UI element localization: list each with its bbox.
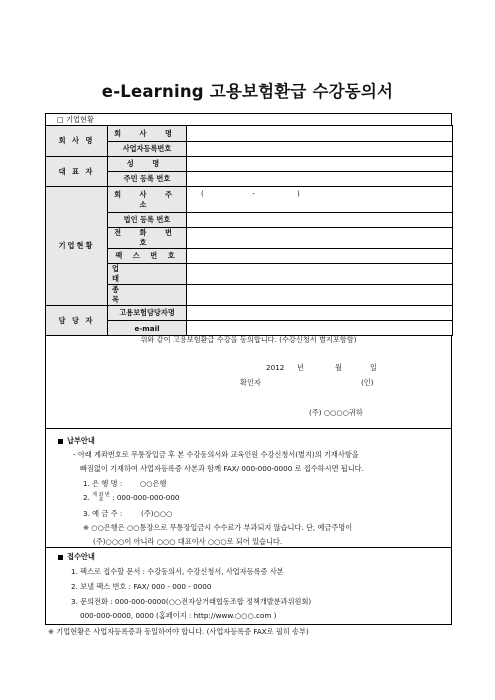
group-company-status: 기업현황 xyxy=(46,187,108,306)
payment-line-2: 빠짐없이 기재하여 사업자등록증 사본과 함께 FAX/ 000-000-0000 로 접수하시면 됩니다. xyxy=(80,464,364,473)
payment-heading-text: 납부안내 xyxy=(67,436,95,445)
receipt-item-3-cont: 000-000-0000, 0000 (홈페이지 : http://www.○○○.com ) xyxy=(80,611,277,620)
account-label-bottom: 호 xyxy=(98,497,104,503)
company-address-field[interactable] xyxy=(187,187,453,213)
holder-label: 3. 예 금 주 : xyxy=(83,509,123,518)
group-representative: 대 표 자 xyxy=(46,157,108,187)
group-manager: 담 당 자 xyxy=(46,306,108,336)
label-business-reg-no: 사업자등록번호 xyxy=(108,142,187,157)
business-reg-no-field[interactable] xyxy=(187,142,453,157)
label-fax: 팩 스 번 호 xyxy=(108,249,187,264)
receipt-heading-text: 접수안내 xyxy=(67,552,95,561)
company-name-field[interactable] xyxy=(187,126,453,142)
confirmer-label: 확인자 xyxy=(240,378,261,387)
addressee: (주) ○○○○귀하 xyxy=(309,408,363,417)
payment-note-1: ※ ○○은행은 ○○통장으로 무통장입금시 수수료가 부과되지 않습니다. 단, 예금주명이 xyxy=(83,523,353,532)
receipt-heading xyxy=(58,552,95,562)
payment-line-1: - 아래 계좌번호로 무통장입금 후 본 수강동의서와 교육인원 수강신청서(별지)의 기재사항을 xyxy=(73,450,359,459)
account-label xyxy=(83,493,180,503)
fax-field[interactable] xyxy=(187,249,453,264)
consent-month-unit: 월 xyxy=(335,363,342,372)
label-resident-reg-no: 주민 등록 번호 xyxy=(108,172,187,187)
receipt-item-1: 1. 팩스로 접수할 문서 : 수강동의서, 수강신청서, 사업자등록증 사본 xyxy=(71,567,284,576)
resident-reg-no-field[interactable] xyxy=(187,172,453,187)
group-company: 회 사 명 xyxy=(46,126,108,157)
phone-field[interactable] xyxy=(187,228,453,249)
label-company-name: 회 사 명 xyxy=(108,126,187,142)
business-item-field[interactable] xyxy=(187,285,453,306)
address-close-paren: ) xyxy=(297,189,300,198)
business-type-field[interactable] xyxy=(187,264,453,285)
rep-name-field[interactable] xyxy=(187,157,453,172)
consent-year-unit: 년 xyxy=(297,363,304,372)
receipt-item-3: 3. 문의전화 : 000-000-0000(○○전자상거래협동조합 정책개발분과위원회) xyxy=(71,597,312,606)
label-business-item: 종 목 xyxy=(108,285,187,306)
company-info-table xyxy=(45,125,453,336)
account-label-stack xyxy=(92,493,110,503)
receipt-notice-section xyxy=(45,547,452,625)
company-section-label: □ 기업현황 xyxy=(57,115,94,124)
address-open-paren: ( xyxy=(201,189,204,198)
receipt-item-2: 2. 보낼 팩스 번호 : FAX/ 000 - 000 - 0000 xyxy=(71,582,212,591)
payment-notice-section xyxy=(45,430,452,548)
label-rep-name: 성 명 xyxy=(108,157,187,172)
consent-day-unit: 일 xyxy=(370,363,377,372)
square-bullet-icon xyxy=(58,439,63,444)
account-label-num: 2. xyxy=(83,493,90,502)
square-bullet-icon xyxy=(58,555,63,560)
corp-reg-no-field[interactable] xyxy=(187,213,453,228)
seal-mark: (인) xyxy=(361,378,374,387)
label-corp-reg-no: 법인 등록 번호 xyxy=(108,213,187,228)
document-title: e-Learning 고용보험환급 수강동의서 xyxy=(101,82,394,101)
footnote: ※ 기업현황은 사업자등록증과 동일하여야 합니다. (사업자등록증 FAX로 필히 송부) xyxy=(48,627,309,636)
label-insurance-manager: 고용보험담당자명 xyxy=(108,306,187,321)
account-value: : 000-000-000-000 xyxy=(112,493,180,502)
holder-value: (주)○○○ xyxy=(141,509,173,518)
bank-value: ○○은행 xyxy=(140,479,167,488)
consent-statement: 위와 같이 고용보험환급 수강을 동의합니다. (수강신청서 별지포함함) xyxy=(140,335,357,344)
label-business-type: 업 태 xyxy=(108,264,187,285)
payment-note-2: (주)○○○이 아니라 ○○○ 대표이사 ○○○로 되어 있습니다. xyxy=(93,537,283,546)
consent-section xyxy=(45,318,452,429)
bank-label: 1. 은 행 명 : xyxy=(83,479,123,488)
payment-heading xyxy=(58,436,95,446)
label-company-address: 회 사 주 소 xyxy=(108,187,187,213)
label-email: e-mail xyxy=(108,321,187,336)
label-phone: 전 화 번 호 xyxy=(108,228,187,249)
account-label-top: 계 좌 번 xyxy=(92,492,110,498)
address-dash: - xyxy=(252,189,255,198)
consent-year: 2012 xyxy=(266,363,285,372)
